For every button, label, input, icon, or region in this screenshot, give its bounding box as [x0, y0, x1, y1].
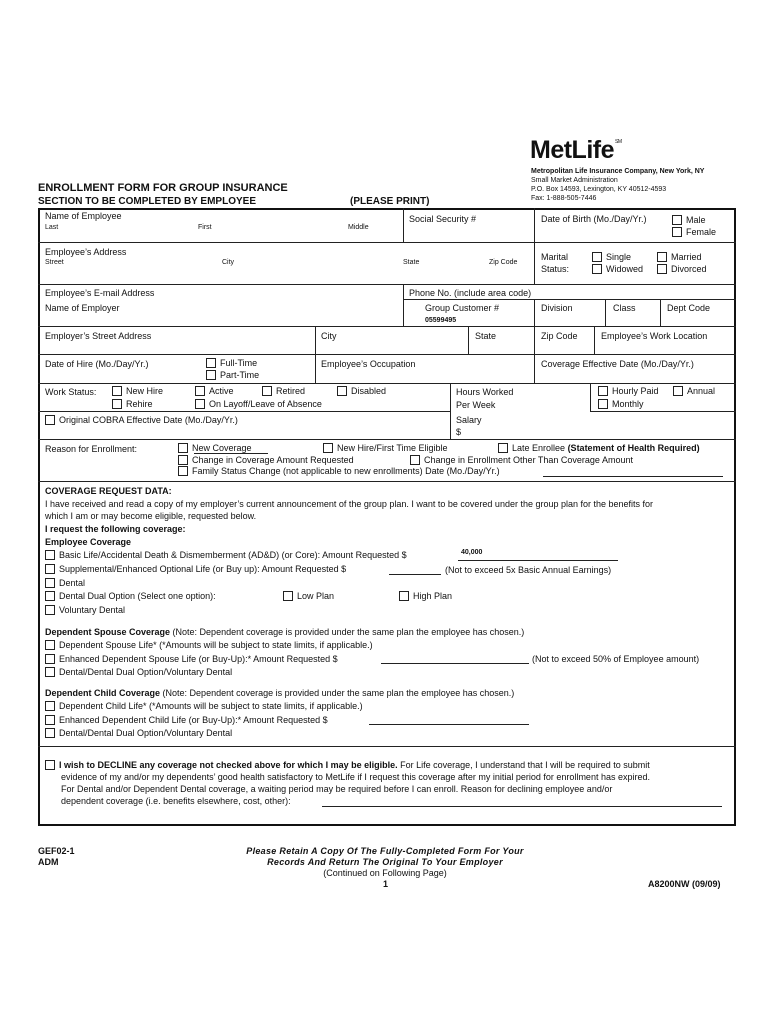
form-code-2: ADM [38, 857, 59, 867]
spouse-enhanced-note: (Not to exceed 50% of Employee amount) [532, 654, 700, 664]
rehire-option[interactable] [112, 399, 153, 409]
new-hire-label: New Hire [126, 386, 164, 396]
child-coverage-heading [45, 688, 514, 698]
divorced-option[interactable] [657, 264, 707, 274]
hours-worked-label: Hours Worked [456, 387, 514, 397]
voluntary-dental-checkbox[interactable] [45, 605, 55, 615]
spouse-heading-note: (Note: Dependent coverage is provided under the same plan the employee has chosen.) [172, 627, 525, 637]
supp-life-option[interactable] [45, 564, 346, 574]
class-label: Class [613, 303, 636, 313]
monthly-option[interactable] [598, 399, 644, 409]
work-location-label: Employee’s Work Location [601, 331, 708, 341]
spouse-dental-label: Dental/Dental Dual Option/Voluntary Dental [59, 667, 233, 677]
new-coverage-option[interactable] [178, 443, 252, 453]
spouse-coverage-heading [45, 627, 524, 637]
employer-name-label: Name of Employer [45, 303, 120, 313]
child-life-checkbox[interactable] [45, 701, 55, 711]
widowed-option[interactable] [592, 264, 643, 274]
continued-note: (Continued on Following Page) [323, 868, 447, 878]
decline-line-4: dependent coverage (i.e. benefits elsewhere, cost, other): [61, 796, 291, 806]
part-time-label: Part-Time [220, 370, 260, 380]
disabled-checkbox[interactable] [337, 386, 347, 396]
voluntary-dental-option[interactable] [45, 605, 125, 615]
work-status-label: Work Status: [45, 387, 97, 397]
child-enhanced-checkbox[interactable] [45, 715, 55, 725]
family-change-label: Family Status Change (not applicable to new enrollments) Date (Mo./Day/Yr.) [192, 466, 500, 476]
zip-label: Zip Code [489, 259, 518, 266]
full-time-option[interactable] [206, 358, 257, 368]
page-number: 1 [383, 879, 389, 889]
employer-street-label: Employer’s Street Address [45, 331, 152, 341]
low-plan-label: Low Plan [297, 591, 335, 601]
employer-state-label: State [475, 331, 497, 341]
group-customer-label: Group Customer # [425, 303, 500, 313]
retired-checkbox[interactable] [262, 386, 272, 396]
hire-date-label: Date of Hire (Mo./Day/Yr.) [45, 359, 149, 369]
retain-line-2: Records And Return The Original To Your Employer [267, 857, 503, 867]
employee-coverage-heading: Employee Coverage [45, 537, 132, 547]
decline-line-3: For Dental and/or Dependent Dental coverage, a waiting period may be required before I can enroll. Reason for declining employee and/or [61, 784, 613, 794]
marital-label: Marital [541, 252, 569, 262]
supp-life-note: (Not to exceed 5x Basic Annual Earnings) [445, 565, 612, 575]
annual-option[interactable] [673, 386, 715, 396]
email-label: Employee’s E-mail Address [45, 288, 155, 298]
spouse-dental-option[interactable] [45, 667, 232, 677]
spouse-enhanced-option[interactable] [45, 654, 338, 664]
part-time-checkbox[interactable] [206, 370, 216, 380]
company-address: P.O. Box 14593, Lexington, KY 40512-4593 [531, 186, 667, 193]
dental-checkbox[interactable] [45, 578, 55, 588]
form-number: A8200NW (09/09) [648, 879, 721, 889]
basic-life-option[interactable] [45, 550, 407, 560]
dob-label: Date of Birth (Mo./Day/Yr.) [541, 214, 647, 224]
male-label: Male [686, 215, 706, 225]
late-enrollee-label: Late Enrollee [512, 443, 566, 453]
basic-life-amount[interactable]: 40,000 [461, 549, 483, 556]
last-name-label: Last [45, 224, 59, 231]
female-label: Female [686, 227, 717, 237]
active-label: Active [209, 386, 234, 396]
single-option[interactable] [592, 252, 631, 262]
employer-city-label: City [321, 331, 337, 341]
dental-dual-option[interactable] [45, 591, 216, 601]
name-of-employee-label: Name of Employee [45, 211, 122, 221]
new-coverage-label: New Coverage [192, 443, 252, 453]
division-label: Division [541, 303, 573, 313]
section-title: SECTION TO BE COMPLETED BY EMPLOYEE [38, 196, 256, 207]
child-dental-option[interactable] [45, 728, 232, 738]
supp-life-checkbox[interactable] [45, 564, 55, 574]
rehire-checkbox[interactable] [112, 399, 122, 409]
coverage-intro-2: which I am or may become eligible, requested below. [45, 511, 257, 521]
occupation-label: Employee’s Occupation [321, 359, 416, 369]
reason-label: Reason for Enrollment: [45, 444, 138, 454]
employee-address-label: Employee’s Address [45, 247, 127, 257]
layoff-label: On Layoff/Leave of Absence [209, 399, 322, 409]
please-print: (PLEASE PRINT) [350, 196, 430, 207]
supp-life-label: Supplemental/Enhanced Optional Life (or Buy up): Amount Requested $ [59, 564, 347, 574]
annual-label: Annual [687, 386, 716, 396]
dental-option[interactable] [45, 578, 85, 588]
layoff-checkbox[interactable] [195, 399, 205, 409]
high-plan-checkbox[interactable] [399, 591, 409, 601]
child-life-option[interactable] [45, 701, 363, 711]
child-dental-checkbox[interactable] [45, 728, 55, 738]
retired-option[interactable] [262, 386, 305, 396]
single-label: Single [606, 252, 632, 262]
metlife-logo: MetLife℠ [530, 136, 622, 164]
form-title: ENROLLMENT FORM FOR GROUP INSURANCE [38, 182, 288, 194]
cobra-option[interactable] [45, 415, 238, 425]
part-time-option[interactable] [206, 370, 259, 380]
late-enrollee-option[interactable] [498, 443, 700, 453]
basic-life-label: Basic Life/Accidental Death & Dismemberment (AD&D) (or Core): Amount Requested $ [59, 550, 407, 560]
new-hire-option[interactable] [112, 386, 163, 396]
dental-dual-label: Dental Dual Option (Select one option): [59, 591, 216, 601]
dental-dual-checkbox[interactable] [45, 591, 55, 601]
city-label: City [222, 259, 235, 266]
late-enrollee-checkbox[interactable] [498, 443, 508, 453]
widowed-checkbox[interactable] [592, 264, 602, 274]
family-change-option[interactable] [178, 466, 500, 476]
decline-bold-text: I wish to DECLINE any coverage not checked above for which I may be eligible. [59, 760, 398, 770]
spouse-life-option[interactable] [45, 640, 373, 650]
male-option[interactable] [672, 215, 706, 225]
first-name-label: First [198, 224, 212, 231]
divorced-checkbox[interactable] [657, 264, 667, 274]
child-enhanced-label: Enhanced Dependent Child Life (or Buy-Up):* Amount Requested $ [59, 715, 328, 725]
coverage-effective-label: Coverage Effective Date (Mo./Day/Yr.) [541, 359, 694, 369]
monthly-label: Monthly [612, 399, 644, 409]
female-option[interactable] [672, 227, 716, 237]
cobra-label: Original COBRA Effective Date (Mo./Day/Yr.) [59, 415, 238, 425]
child-heading-note: (Note: Dependent coverage is provided under the same plan the employee has chosen.) [162, 688, 515, 698]
phone-label: Phone No. (include area code) [409, 288, 532, 298]
change-amount-option[interactable] [178, 455, 354, 465]
company-dept: Small Market Administration [531, 177, 618, 184]
high-plan-option[interactable] [399, 591, 452, 601]
change-enrollment-checkbox[interactable] [410, 455, 420, 465]
decline-rest-text: For Life coverage, I understand that I will be required to submit [397, 760, 650, 770]
family-change-checkbox[interactable] [178, 466, 188, 476]
change-amount-label: Change in Coverage Amount Requested [192, 455, 354, 465]
status-label: Status: [541, 264, 570, 274]
child-enhanced-option[interactable] [45, 715, 328, 725]
annual-checkbox[interactable] [673, 386, 683, 396]
rehire-label: Rehire [126, 399, 153, 409]
reason-new-hire-checkbox[interactable] [323, 443, 333, 453]
active-checkbox[interactable] [195, 386, 205, 396]
hourly-label: Hourly Paid [612, 386, 659, 396]
child-heading-text: Dependent Child Coverage [45, 688, 161, 698]
form-code-1: GEF02-1 [38, 846, 75, 856]
layoff-option[interactable] [195, 399, 322, 409]
request-heading: I request the following coverage: [45, 524, 186, 534]
decline-option[interactable] [45, 760, 650, 770]
company-name: Metropolitan Life Insurance Company, New York, NY [531, 168, 705, 175]
change-amount-checkbox[interactable] [178, 455, 188, 465]
active-option[interactable] [195, 386, 234, 396]
low-plan-checkbox[interactable] [283, 591, 293, 601]
child-life-label: Dependent Child Life* (*Amounts will be subject to state limits, if applicable.) [59, 701, 363, 711]
widowed-label: Widowed [606, 264, 644, 274]
disabled-option[interactable] [337, 386, 386, 396]
cobra-checkbox[interactable] [45, 415, 55, 425]
hourly-option[interactable] [598, 386, 659, 396]
street-label: Street [45, 259, 64, 266]
state-label: State [403, 259, 420, 266]
group-customer-value[interactable]: 05599495 [425, 317, 457, 324]
decline-line-2: evidence of my and/or my dependents’ good health satisfactory to MetLife if I request this coverage after my initial period for enrollment has expired. [61, 772, 650, 782]
voluntary-dental-label: Voluntary Dental [59, 605, 126, 615]
salary-label: Salary [456, 415, 482, 425]
new-hire-checkbox[interactable] [112, 386, 122, 396]
married-option[interactable] [657, 252, 702, 262]
full-time-checkbox[interactable] [206, 358, 216, 368]
married-checkbox[interactable] [657, 252, 667, 262]
ssn-label: Social Security # [409, 214, 477, 224]
basic-life-checkbox[interactable] [45, 550, 55, 560]
low-plan-option[interactable] [283, 591, 334, 601]
monthly-checkbox[interactable] [598, 399, 608, 409]
high-plan-label: High Plan [413, 591, 453, 601]
company-fax: Fax: 1-888-505-7446 [531, 195, 597, 202]
spouse-heading-text: Dependent Spouse Coverage [45, 627, 171, 637]
spouse-enhanced-checkbox[interactable] [45, 654, 55, 664]
service-mark: SM [615, 139, 622, 145]
spouse-life-checkbox[interactable] [45, 640, 55, 650]
disabled-label: Disabled [351, 386, 387, 396]
middle-name-label: Middle [348, 224, 369, 231]
retired-label: Retired [276, 386, 306, 396]
change-enrollment-label: Change in Enrollment Other Than Coverage Amount [424, 455, 633, 465]
late-enrollee-note: (Statement of Health Required) [567, 443, 700, 453]
male-checkbox[interactable] [672, 215, 682, 225]
married-label: Married [671, 252, 702, 262]
per-week-label: Per Week [456, 400, 496, 410]
full-time-label: Full-Time [220, 358, 258, 368]
new-coverage-checkbox[interactable] [178, 443, 188, 453]
salary-dollar: $ [456, 427, 462, 437]
hourly-checkbox[interactable] [598, 386, 608, 396]
retain-line-1: Please Retain A Copy Of The Fully-Completed Form For Your [246, 846, 524, 856]
single-checkbox[interactable] [592, 252, 602, 262]
change-enrollment-option[interactable] [410, 455, 633, 465]
spouse-dental-checkbox[interactable] [45, 667, 55, 677]
dental-label: Dental [59, 578, 86, 588]
spouse-life-label: Dependent Spouse Life* (*Amounts will be subject to state limits, if applicable.) [59, 640, 373, 650]
child-dental-label: Dental/Dental Dual Option/Voluntary Dental [59, 728, 233, 738]
decline-checkbox[interactable] [45, 760, 55, 770]
spouse-enhanced-label: Enhanced Dependent Spouse Life (or Buy-Up):* Amount Requested $ [59, 654, 338, 664]
divorced-label: Divorced [671, 264, 707, 274]
reason-new-hire-option[interactable] [323, 443, 448, 453]
reason-new-hire-label: New Hire/First Time Eligible [337, 443, 448, 453]
coverage-heading: COVERAGE REQUEST DATA: [45, 486, 172, 496]
employer-zip-label: Zip Code [541, 331, 578, 341]
coverage-intro-1: I have received and read a copy of my employer’s current announcement of the group plan. I want to be covered under the group plan for the benefits for [45, 499, 654, 509]
dept-code-label: Dept Code [667, 303, 711, 313]
female-checkbox[interactable] [672, 227, 682, 237]
